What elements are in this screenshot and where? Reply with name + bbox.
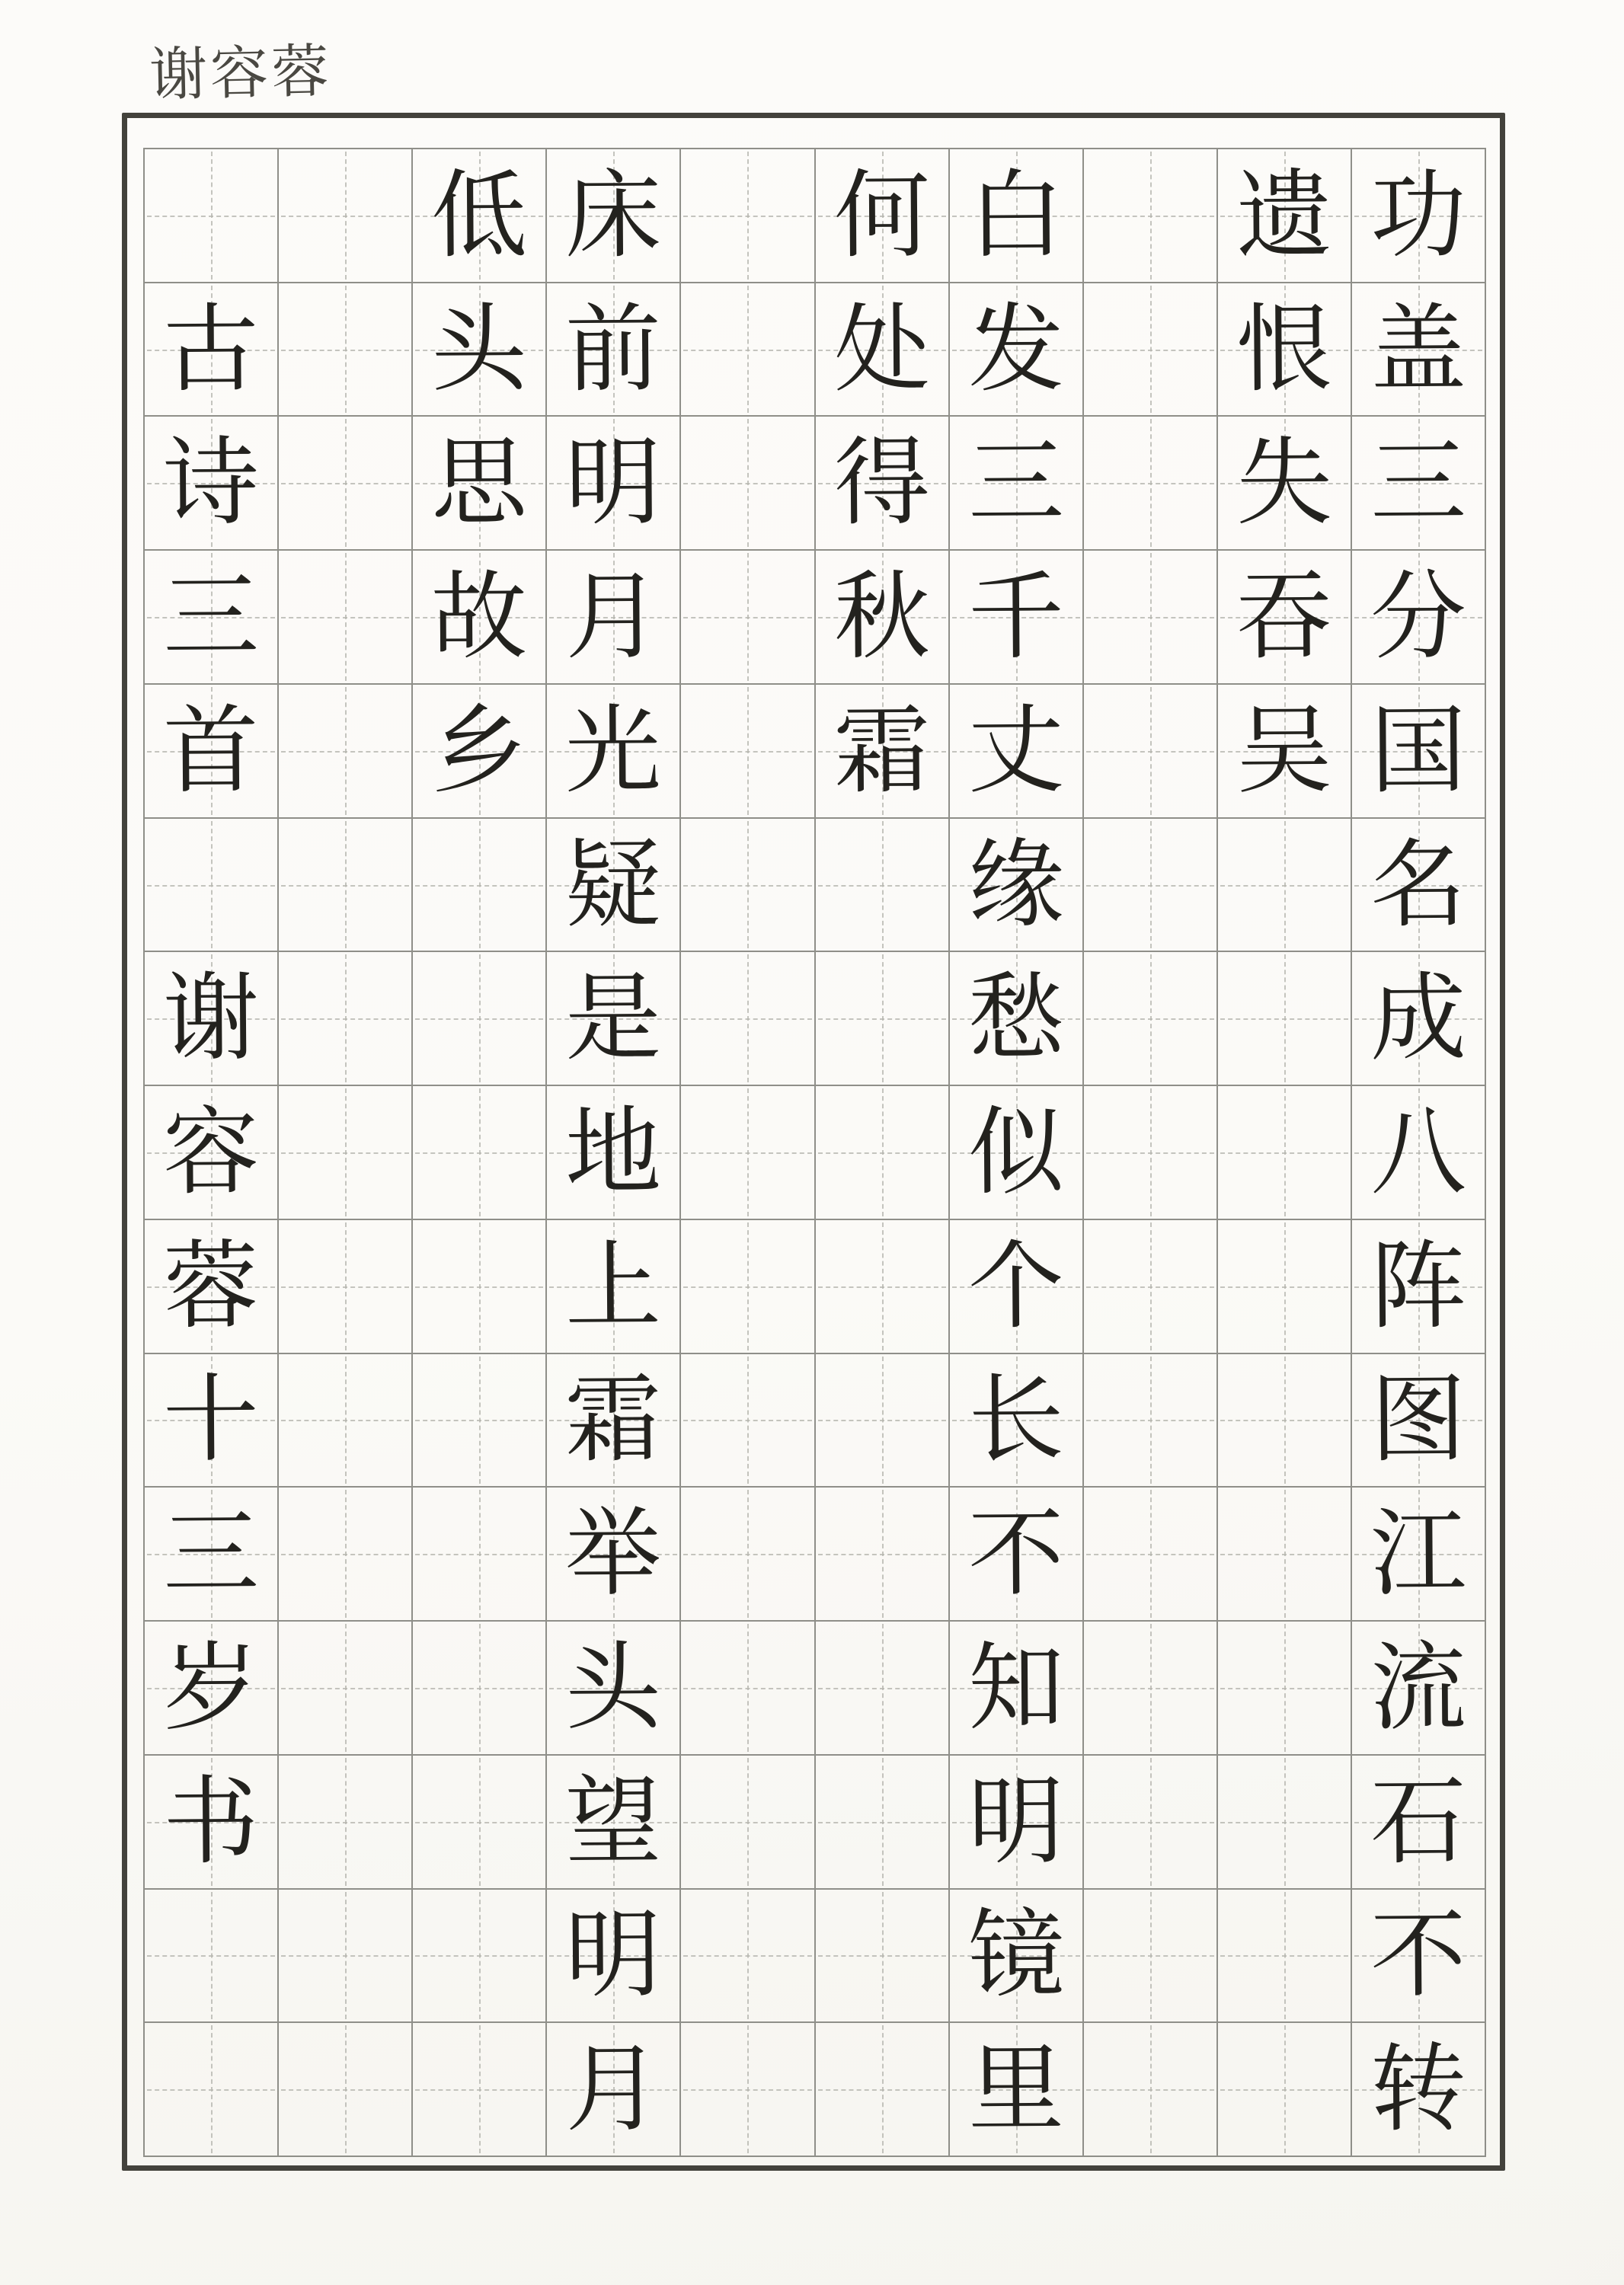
grid-cell	[413, 1890, 547, 2024]
grid-cell	[279, 1622, 413, 1756]
grid-cell	[279, 952, 413, 1086]
grid-cell	[681, 1890, 815, 2024]
grid-cell	[145, 551, 279, 685]
grid-cell	[145, 149, 279, 283]
grid-cell	[816, 417, 950, 551]
hanzi-character: 三	[162, 560, 260, 673]
grid-cell	[681, 1086, 815, 1220]
grid-cell	[816, 551, 950, 685]
grid-cell	[279, 1488, 413, 1622]
hanzi-character: 白	[967, 158, 1065, 272]
grid-cell	[816, 2023, 950, 2157]
grid-cell	[681, 952, 815, 1086]
grid-cell	[145, 1756, 279, 1890]
grid-cell	[950, 417, 1084, 551]
hanzi-character: 头	[430, 292, 528, 406]
grid-cell	[1084, 2023, 1218, 2157]
grid-cell	[413, 1756, 547, 1890]
grid-cell	[816, 283, 950, 417]
hanzi-character: 首	[162, 694, 260, 807]
grid-cell	[816, 952, 950, 1086]
grid-cell	[1084, 1086, 1218, 1220]
hanzi-character: 国	[1370, 694, 1467, 807]
grid-cell	[1218, 685, 1352, 819]
grid-cell	[681, 1354, 815, 1488]
hanzi-character: 岁	[162, 1631, 260, 1744]
grid-cell	[547, 952, 681, 1086]
hanzi-character: 知	[967, 1631, 1065, 1744]
hanzi-character: 古	[162, 292, 260, 406]
hanzi-character: 不	[1370, 1898, 1467, 2012]
grid-cell	[681, 1622, 815, 1756]
hanzi-character: 发	[967, 292, 1065, 406]
grid-cell	[950, 1622, 1084, 1756]
hanzi-character: 望	[564, 1765, 662, 1878]
hanzi-character: 千	[967, 560, 1065, 673]
grid-cell	[145, 685, 279, 819]
hanzi-character: 似	[967, 1095, 1065, 1209]
hanzi-character: 地	[564, 1095, 662, 1209]
hanzi-character: 上	[564, 1229, 662, 1343]
hanzi-character: 个	[967, 1229, 1065, 1343]
grid-cell	[547, 819, 681, 953]
grid-cell	[279, 283, 413, 417]
grid-cell	[681, 283, 815, 417]
grid-cell	[547, 1220, 681, 1354]
grid-cell	[1084, 417, 1218, 551]
grid-cell	[547, 1756, 681, 1890]
grid-cell	[279, 819, 413, 953]
writer-name-annotation: 谢容蓉	[149, 37, 333, 109]
hanzi-character: 八	[1370, 1095, 1467, 1209]
grid-cell	[1352, 1220, 1486, 1354]
hanzi-character: 霜	[833, 694, 931, 807]
grid-cell	[1352, 1354, 1486, 1488]
grid-cell	[145, 2023, 279, 2157]
grid-cell	[1352, 1622, 1486, 1756]
grid-cell	[413, 952, 547, 1086]
hanzi-character: 故	[430, 560, 528, 673]
grid-cell	[1084, 1756, 1218, 1890]
grid-cell	[816, 1622, 950, 1756]
grid-cell	[681, 149, 815, 283]
hanzi-character: 头	[564, 1631, 662, 1744]
hanzi-character: 何	[833, 158, 931, 272]
hanzi-character: 转	[1370, 2032, 1467, 2146]
grid-cell	[681, 819, 815, 953]
hanzi-character: 思	[430, 426, 528, 539]
grid-cell	[1352, 1488, 1486, 1622]
hanzi-character: 分	[1370, 560, 1467, 673]
grid-cell	[1218, 819, 1352, 953]
grid-cell	[413, 149, 547, 283]
grid-cell	[413, 819, 547, 953]
grid-cell	[1352, 952, 1486, 1086]
hanzi-character: 十	[162, 1363, 260, 1476]
hanzi-character: 诗	[162, 426, 260, 539]
grid-cell	[1084, 1488, 1218, 1622]
hanzi-character: 遗	[1236, 158, 1333, 272]
hanzi-character: 霜	[564, 1363, 662, 1476]
grid-cell	[547, 685, 681, 819]
grid-cell	[950, 685, 1084, 819]
grid-cell	[1084, 819, 1218, 953]
hanzi-character: 吞	[1236, 560, 1333, 673]
hanzi-character: 名	[1370, 828, 1467, 941]
grid-cell	[279, 1890, 413, 2024]
grid-cell	[413, 2023, 547, 2157]
hanzi-character: 图	[1370, 1363, 1467, 1476]
grid-cell	[279, 685, 413, 819]
hanzi-character: 丈	[967, 694, 1065, 807]
grid-cell	[681, 1488, 815, 1622]
grid-cell	[1084, 551, 1218, 685]
grid-cell	[1352, 149, 1486, 283]
grid-cell	[1218, 1622, 1352, 1756]
grid-cell	[1352, 283, 1486, 417]
grid-cell	[145, 1622, 279, 1756]
hanzi-character: 不	[967, 1497, 1065, 1610]
grid-cell	[1084, 1622, 1218, 1756]
grid-cell	[1352, 685, 1486, 819]
grid-cell	[145, 283, 279, 417]
grid-cell	[1084, 1354, 1218, 1488]
hanzi-character: 阵	[1370, 1229, 1467, 1343]
grid-cell	[1352, 417, 1486, 551]
grid-cell	[413, 685, 547, 819]
grid-cell	[950, 1086, 1084, 1220]
grid-cell	[413, 1354, 547, 1488]
grid-cell	[547, 551, 681, 685]
grid-cell	[413, 1622, 547, 1756]
grid-cell	[1218, 1354, 1352, 1488]
grid-cell	[1352, 1086, 1486, 1220]
grid-cell	[950, 283, 1084, 417]
grid-cell	[279, 1756, 413, 1890]
grid-cell	[1218, 417, 1352, 551]
grid-cell	[816, 1086, 950, 1220]
grid-cell	[681, 551, 815, 685]
grid-cell	[413, 283, 547, 417]
hanzi-character: 三	[967, 426, 1065, 539]
grid-cell	[547, 1622, 681, 1756]
grid-cell	[1352, 2023, 1486, 2157]
grid-cell	[547, 283, 681, 417]
grid-cell	[816, 819, 950, 953]
grid-cell	[681, 2023, 815, 2157]
grid-cell	[1218, 551, 1352, 685]
grid-cell	[145, 1488, 279, 1622]
hanzi-character: 光	[564, 694, 662, 807]
hanzi-character: 月	[564, 2032, 662, 2146]
grid-cell	[816, 685, 950, 819]
grid-cell	[1352, 819, 1486, 953]
grid-cell	[279, 1354, 413, 1488]
grid-cell	[145, 819, 279, 953]
grid-cell	[816, 1220, 950, 1354]
grid-cell	[1352, 1756, 1486, 1890]
grid-cell	[1218, 1890, 1352, 2024]
grid-cell	[1084, 283, 1218, 417]
hanzi-character: 愁	[967, 961, 1065, 1075]
grid-cell	[1218, 1086, 1352, 1220]
grid-cell	[950, 149, 1084, 283]
hanzi-character: 江	[1370, 1497, 1467, 1610]
grid-cell	[816, 149, 950, 283]
hanzi-character: 三	[1370, 426, 1467, 539]
hanzi-character: 乡	[430, 694, 528, 807]
hanzi-character: 恨	[1236, 292, 1333, 406]
grid-cell	[816, 1488, 950, 1622]
grid-cell	[547, 149, 681, 283]
grid-cell	[547, 2023, 681, 2157]
grid-cell	[145, 1354, 279, 1488]
hanzi-character: 容	[162, 1095, 260, 1209]
grid-cell	[145, 1086, 279, 1220]
grid-cell	[1084, 1220, 1218, 1354]
hanzi-character: 里	[967, 2032, 1065, 2146]
grid-cell	[1084, 149, 1218, 283]
grid-cell	[950, 2023, 1084, 2157]
grid-cell	[681, 1220, 815, 1354]
grid-cell	[1084, 952, 1218, 1086]
grid-cell	[950, 551, 1084, 685]
grid-cell	[547, 1890, 681, 2024]
grid-cell	[547, 1488, 681, 1622]
grid-cell	[1218, 1220, 1352, 1354]
hanzi-character: 是	[564, 961, 662, 1075]
hanzi-character: 明	[967, 1765, 1065, 1878]
grid-cell	[950, 1756, 1084, 1890]
hanzi-character: 缘	[967, 828, 1065, 941]
grid-cell	[1352, 1890, 1486, 2024]
grid-cell	[547, 1354, 681, 1488]
hanzi-character: 月	[564, 560, 662, 673]
hanzi-character: 蓉	[162, 1229, 260, 1343]
hanzi-character: 得	[833, 426, 931, 539]
hanzi-character: 前	[564, 292, 662, 406]
hanzi-character: 秋	[833, 560, 931, 673]
grid-cell	[413, 1086, 547, 1220]
grid-cell	[279, 149, 413, 283]
grid-cell	[1218, 1756, 1352, 1890]
grid-cell	[681, 1756, 815, 1890]
grid-cell	[1218, 952, 1352, 1086]
hanzi-character: 流	[1370, 1631, 1467, 1744]
grid-cell	[950, 952, 1084, 1086]
hanzi-character: 失	[1236, 426, 1333, 539]
hanzi-character: 盖	[1370, 292, 1467, 406]
grid-cell	[145, 417, 279, 551]
grid-cell	[1218, 1488, 1352, 1622]
grid-cell	[279, 1086, 413, 1220]
grid-cell	[413, 417, 547, 551]
hanzi-character: 功	[1370, 158, 1467, 272]
grid-cell	[816, 1354, 950, 1488]
grid-cell	[145, 1220, 279, 1354]
hanzi-character: 谢	[162, 961, 260, 1075]
hanzi-character: 镜	[967, 1898, 1065, 2012]
hanzi-character: 床	[564, 158, 662, 272]
grid-cell	[413, 1220, 547, 1354]
grid-cell	[950, 1890, 1084, 2024]
hanzi-character: 书	[162, 1765, 260, 1878]
grid-cell	[279, 1220, 413, 1354]
hanzi-character: 明	[564, 426, 662, 539]
hanzi-character: 三	[162, 1497, 260, 1610]
hanzi-character: 成	[1370, 961, 1467, 1075]
grid-cell	[279, 417, 413, 551]
practice-grid	[143, 148, 1486, 2157]
hanzi-character: 疑	[564, 828, 662, 941]
grid-cell	[145, 952, 279, 1086]
grid-cell	[1352, 551, 1486, 685]
grid-cell	[816, 1890, 950, 2024]
grid-cell	[681, 417, 815, 551]
hanzi-character: 处	[833, 292, 931, 406]
grid-cell	[413, 551, 547, 685]
grid-cell	[950, 1488, 1084, 1622]
grid-cell	[279, 551, 413, 685]
hanzi-character: 低	[430, 158, 528, 272]
grid-cell	[1084, 685, 1218, 819]
grid-cell	[681, 685, 815, 819]
hanzi-character: 石	[1370, 1765, 1467, 1878]
hanzi-character: 举	[564, 1497, 662, 1610]
grid-cell	[279, 2023, 413, 2157]
hanzi-character: 明	[564, 1898, 662, 2012]
grid-cell	[1218, 2023, 1352, 2157]
grid-cell	[950, 1354, 1084, 1488]
grid-cell	[1218, 283, 1352, 417]
grid-cell	[547, 417, 681, 551]
grid-cell	[1218, 149, 1352, 283]
grid-cell	[145, 1890, 279, 2024]
hanzi-character: 吴	[1236, 694, 1333, 807]
grid-cell	[547, 1086, 681, 1220]
grid-cell	[1084, 1890, 1218, 2024]
grid-cell	[950, 819, 1084, 953]
grid-cell	[816, 1756, 950, 1890]
grid-cell	[413, 1488, 547, 1622]
hanzi-character: 长	[967, 1363, 1065, 1476]
grid-cell	[950, 1220, 1084, 1354]
